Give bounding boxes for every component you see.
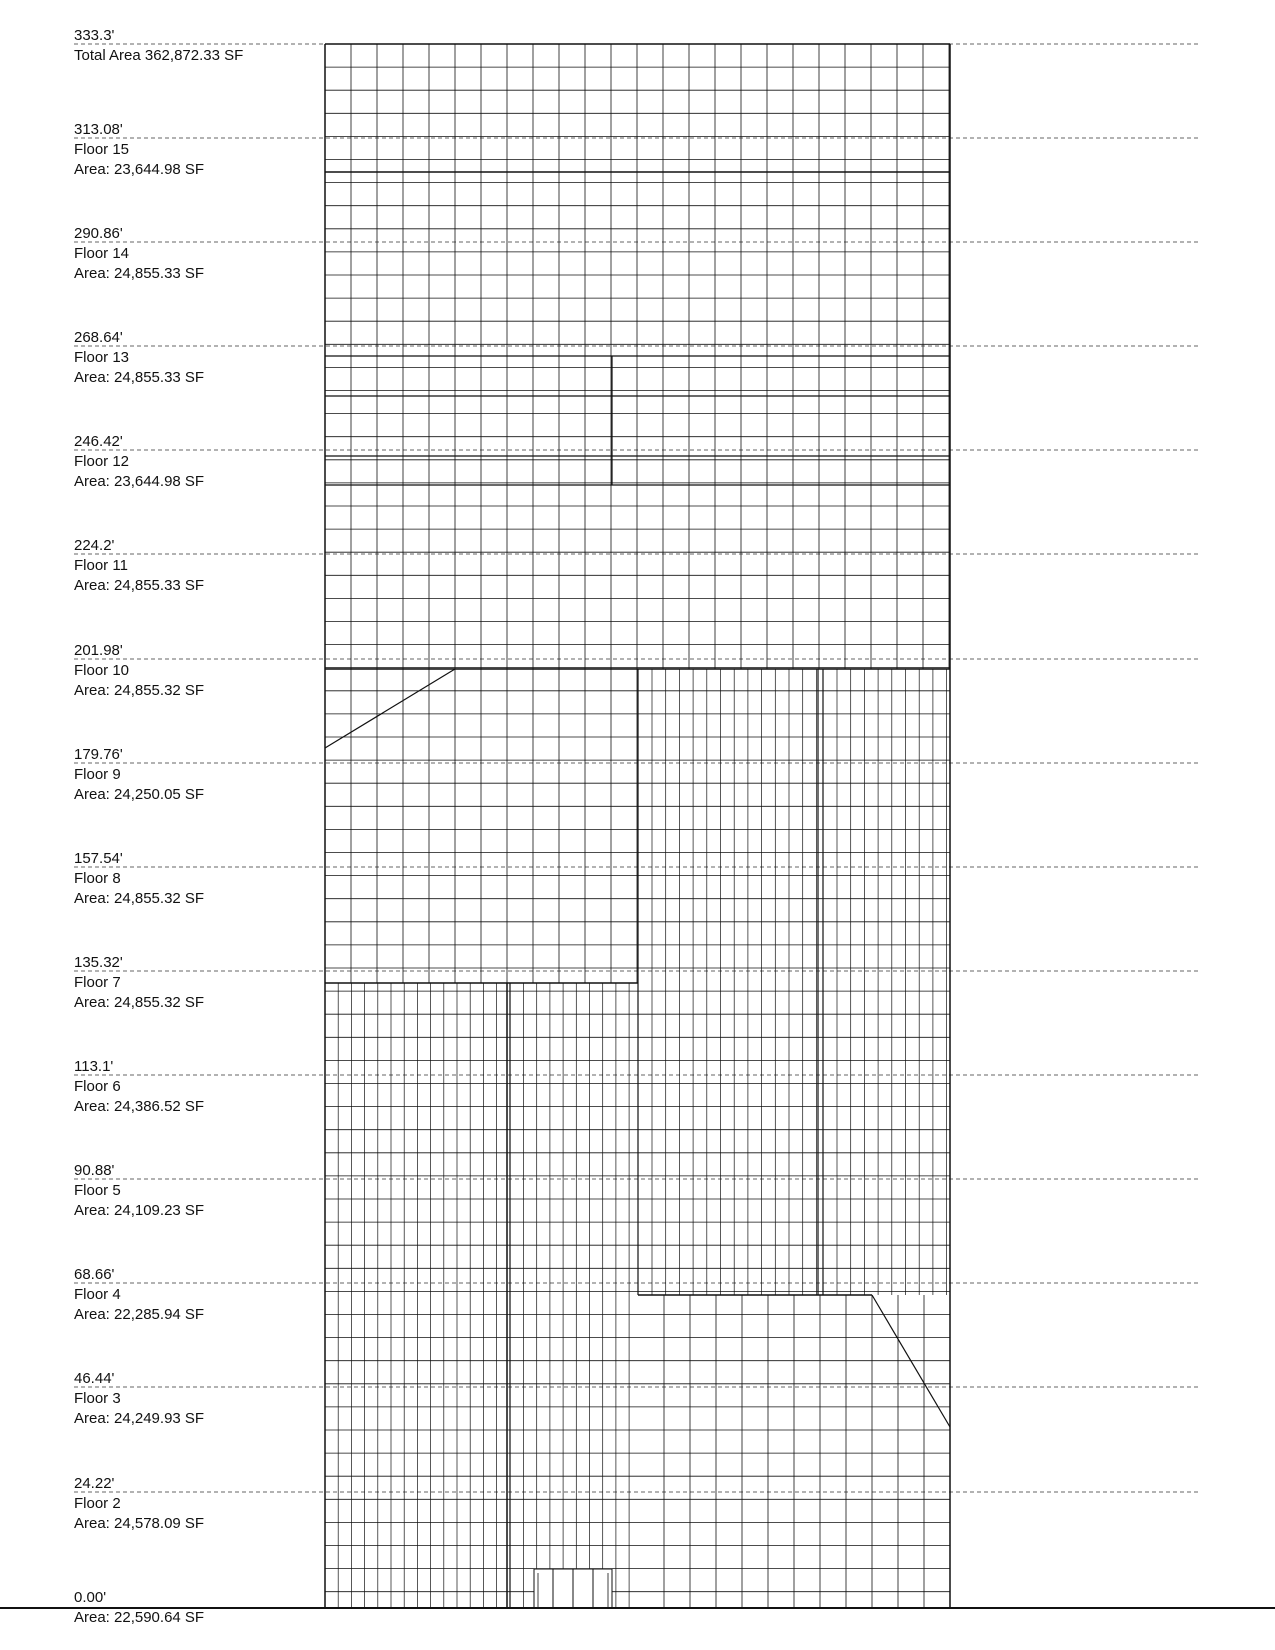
level-elevation: 179.76' — [74, 746, 123, 763]
level-area: Area: 22,590.64 SF — [74, 1609, 205, 1626]
level-area: Area: 23,644.98 SF — [74, 473, 205, 490]
level-area: Area: 24,855.32 SF — [74, 890, 205, 907]
level-label — [74, 1369, 204, 1429]
level-label — [74, 1057, 204, 1117]
level-elevation: 268.64' — [74, 329, 123, 346]
level-floor-name: Floor 6 — [74, 1078, 121, 1095]
level-elevation: 68.66' — [74, 1266, 115, 1283]
level-area: Area: 24,855.33 SF — [74, 369, 205, 386]
level-area: Area: 22,285.94 SF — [74, 1306, 205, 1323]
level-area: Total Area 362,872.33 SF — [74, 47, 244, 64]
level-floor-name: Floor 8 — [74, 870, 121, 887]
level-label — [74, 224, 204, 284]
level-label — [74, 1474, 204, 1534]
level-label — [74, 641, 204, 701]
level-area: Area: 24,855.33 SF — [74, 577, 205, 594]
level-elevation: 313.08' — [74, 121, 123, 138]
level-area: Area: 24,249.93 SF — [74, 1410, 205, 1427]
level-elevation: 135.32' — [74, 954, 123, 971]
level-label — [74, 953, 204, 1013]
level-label — [74, 1161, 204, 1221]
level-area: Area: 24,855.32 SF — [74, 994, 205, 1011]
level-area: Area: 24,250.05 SF — [74, 786, 205, 803]
level-floor-name: Floor 15 — [74, 141, 130, 158]
level-area: Area: 24,855.32 SF — [74, 682, 205, 699]
level-elevation: 201.98' — [74, 642, 123, 659]
level-floor-name: Floor 4 — [74, 1286, 121, 1303]
level-floor-name: Floor 2 — [74, 1495, 121, 1512]
level-elevation: 24.22' — [74, 1475, 115, 1492]
level-area: Area: 23,644.98 SF — [74, 161, 205, 178]
level-elevation: 224.2' — [74, 537, 115, 554]
level-elevation: 0.00' — [74, 1589, 107, 1606]
level-elevation: 157.54' — [74, 850, 123, 867]
facade-grid — [325, 44, 950, 1608]
level-floor-name: Floor 9 — [74, 766, 121, 783]
level-label — [74, 1588, 204, 1628]
level-area: Area: 24,109.23 SF — [74, 1202, 205, 1219]
level-floor-name: Floor 12 — [74, 453, 130, 470]
level-elevation: 90.88' — [74, 1162, 115, 1179]
level-label — [74, 26, 243, 66]
level-label — [74, 536, 204, 596]
level-elevation: 290.86' — [74, 225, 123, 242]
level-label — [74, 1265, 204, 1325]
level-elevation: 246.42' — [74, 433, 123, 450]
level-floor-name: Floor 13 — [74, 349, 130, 366]
level-area: Area: 24,386.52 SF — [74, 1098, 205, 1115]
level-area: Area: 24,855.33 SF — [74, 265, 205, 282]
level-floor-name: Floor 10 — [74, 662, 130, 679]
diagonal — [325, 669, 455, 748]
level-label — [74, 849, 204, 909]
level-label — [74, 745, 204, 805]
level-label — [74, 432, 204, 492]
level-elevation: 46.44' — [74, 1370, 115, 1387]
level-floor-name: Floor 11 — [74, 557, 128, 574]
level-elevation: 113.1' — [74, 1058, 114, 1075]
level-floor-name: Floor 7 — [74, 974, 121, 991]
level-label — [74, 120, 204, 180]
level-floor-name: Floor 14 — [74, 245, 130, 262]
level-elevation: 333.3' — [74, 27, 115, 44]
level-area: Area: 24,578.09 SF — [74, 1515, 205, 1532]
level-floor-name: Floor 5 — [74, 1182, 121, 1199]
level-label — [74, 328, 204, 388]
level-floor-name: Floor 3 — [74, 1390, 121, 1407]
